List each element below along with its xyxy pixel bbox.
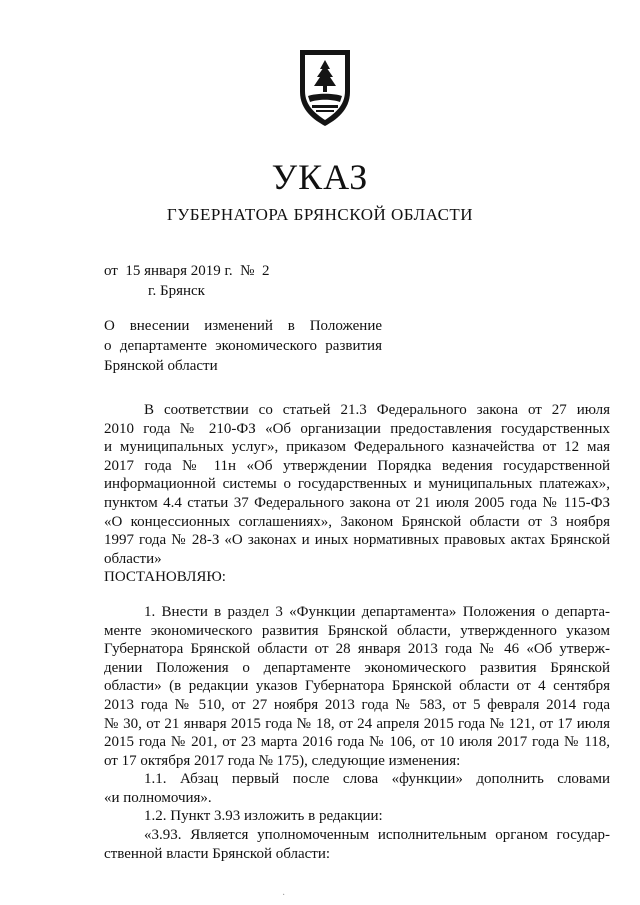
item1-1-line: 1.1. Абзац первый после слова «функции» дополнить словами <box>144 771 610 788</box>
scan-artifact-mark: · <box>282 890 286 901</box>
subject-line: о департаменте экономического развития <box>104 338 382 354</box>
item1-line: от 17 октября 2017 года № 175), следующие изменения: <box>104 752 461 769</box>
subject-line: О внесении изменений в Положение <box>104 318 382 334</box>
place-line: г. Брянск <box>148 283 205 299</box>
date-number-line: от 15 января 2019 г. № 2 <box>104 263 270 279</box>
item1-2-line: 1.2. Пункт 3.93 изложить в редакции: <box>144 808 383 825</box>
preamble-line: 2017 года № 11н «Об утверждении Порядка ведения государственной <box>104 457 610 474</box>
item1-line: 2015 года № 201, от 23 марта 2016 года № 106, от 10 июля 2017 года № 118, <box>104 734 610 751</box>
document-subtitle: ГУБЕРНАТОРА БРЯНСКОЙ ОБЛАСТИ <box>166 205 474 224</box>
document-subject <box>104 316 382 376</box>
preamble-line: 1997 года № 28-З «О законах и иных нормативных правовых актах Брянской <box>104 532 610 549</box>
preamble-line: пунктом 4.4 статьи 37 Федерального закона от 21 июля 2005 года № 115-ФЗ <box>104 494 610 511</box>
subject-line: Брянской области <box>104 358 218 374</box>
item1-1-line: «и полномочия». <box>104 789 212 806</box>
preamble-line: и муниципальных услуг», приказом Федерального казначейства от 12 мая <box>104 439 610 456</box>
item1-line: Губернатора Брянской области от 28 января 2013 года № 46 «Об утверж- <box>104 641 610 658</box>
preamble-line: области» <box>104 550 162 567</box>
document-body <box>104 401 610 863</box>
coat-of-arms-emblem <box>296 46 354 128</box>
item1-line: менте экономического развития Брянской области, утвержденного указом <box>104 622 610 639</box>
item3-93-line: «3.93. Является уполномоченным исполнительным органом государ- <box>144 827 610 844</box>
preamble-line: В соответствии со статьей 21.3 Федерального закона от 27 июля <box>144 402 610 418</box>
preamble-line: информационной системы о государственных и муниципальных платежах», <box>104 476 610 493</box>
item3-93-line: ственной власти Брянской области: <box>104 845 331 862</box>
document-title: УКАЗ <box>271 157 369 197</box>
item1-line: области» (в редакции указов Губернатора Брянской области от 4 сентября <box>104 678 610 695</box>
preamble-line: 2010 года № 210-ФЗ «Об организации предоставления государственных <box>104 420 610 437</box>
item1-line: 1. Внести в раздел 3 «Функции департамента» Положения о департа- <box>144 603 610 620</box>
preamble-line: «О концессионных соглашениях», Законом Брянской области от 3 ноября <box>104 513 610 530</box>
decree-word: ПОСТАНОВЛЯЮ: <box>104 569 226 586</box>
item1-line: 2013 года № 510, от 27 ноября 2013 года № 583, от 5 февраля 2014 года <box>104 696 610 713</box>
item1-line: дении Положения о департаменте экономического развития Брянской <box>104 659 610 676</box>
item1-line: № 30, от 21 января 2015 года № 18, от 24 апреля 2015 года № 121, от 17 июля <box>104 715 610 732</box>
